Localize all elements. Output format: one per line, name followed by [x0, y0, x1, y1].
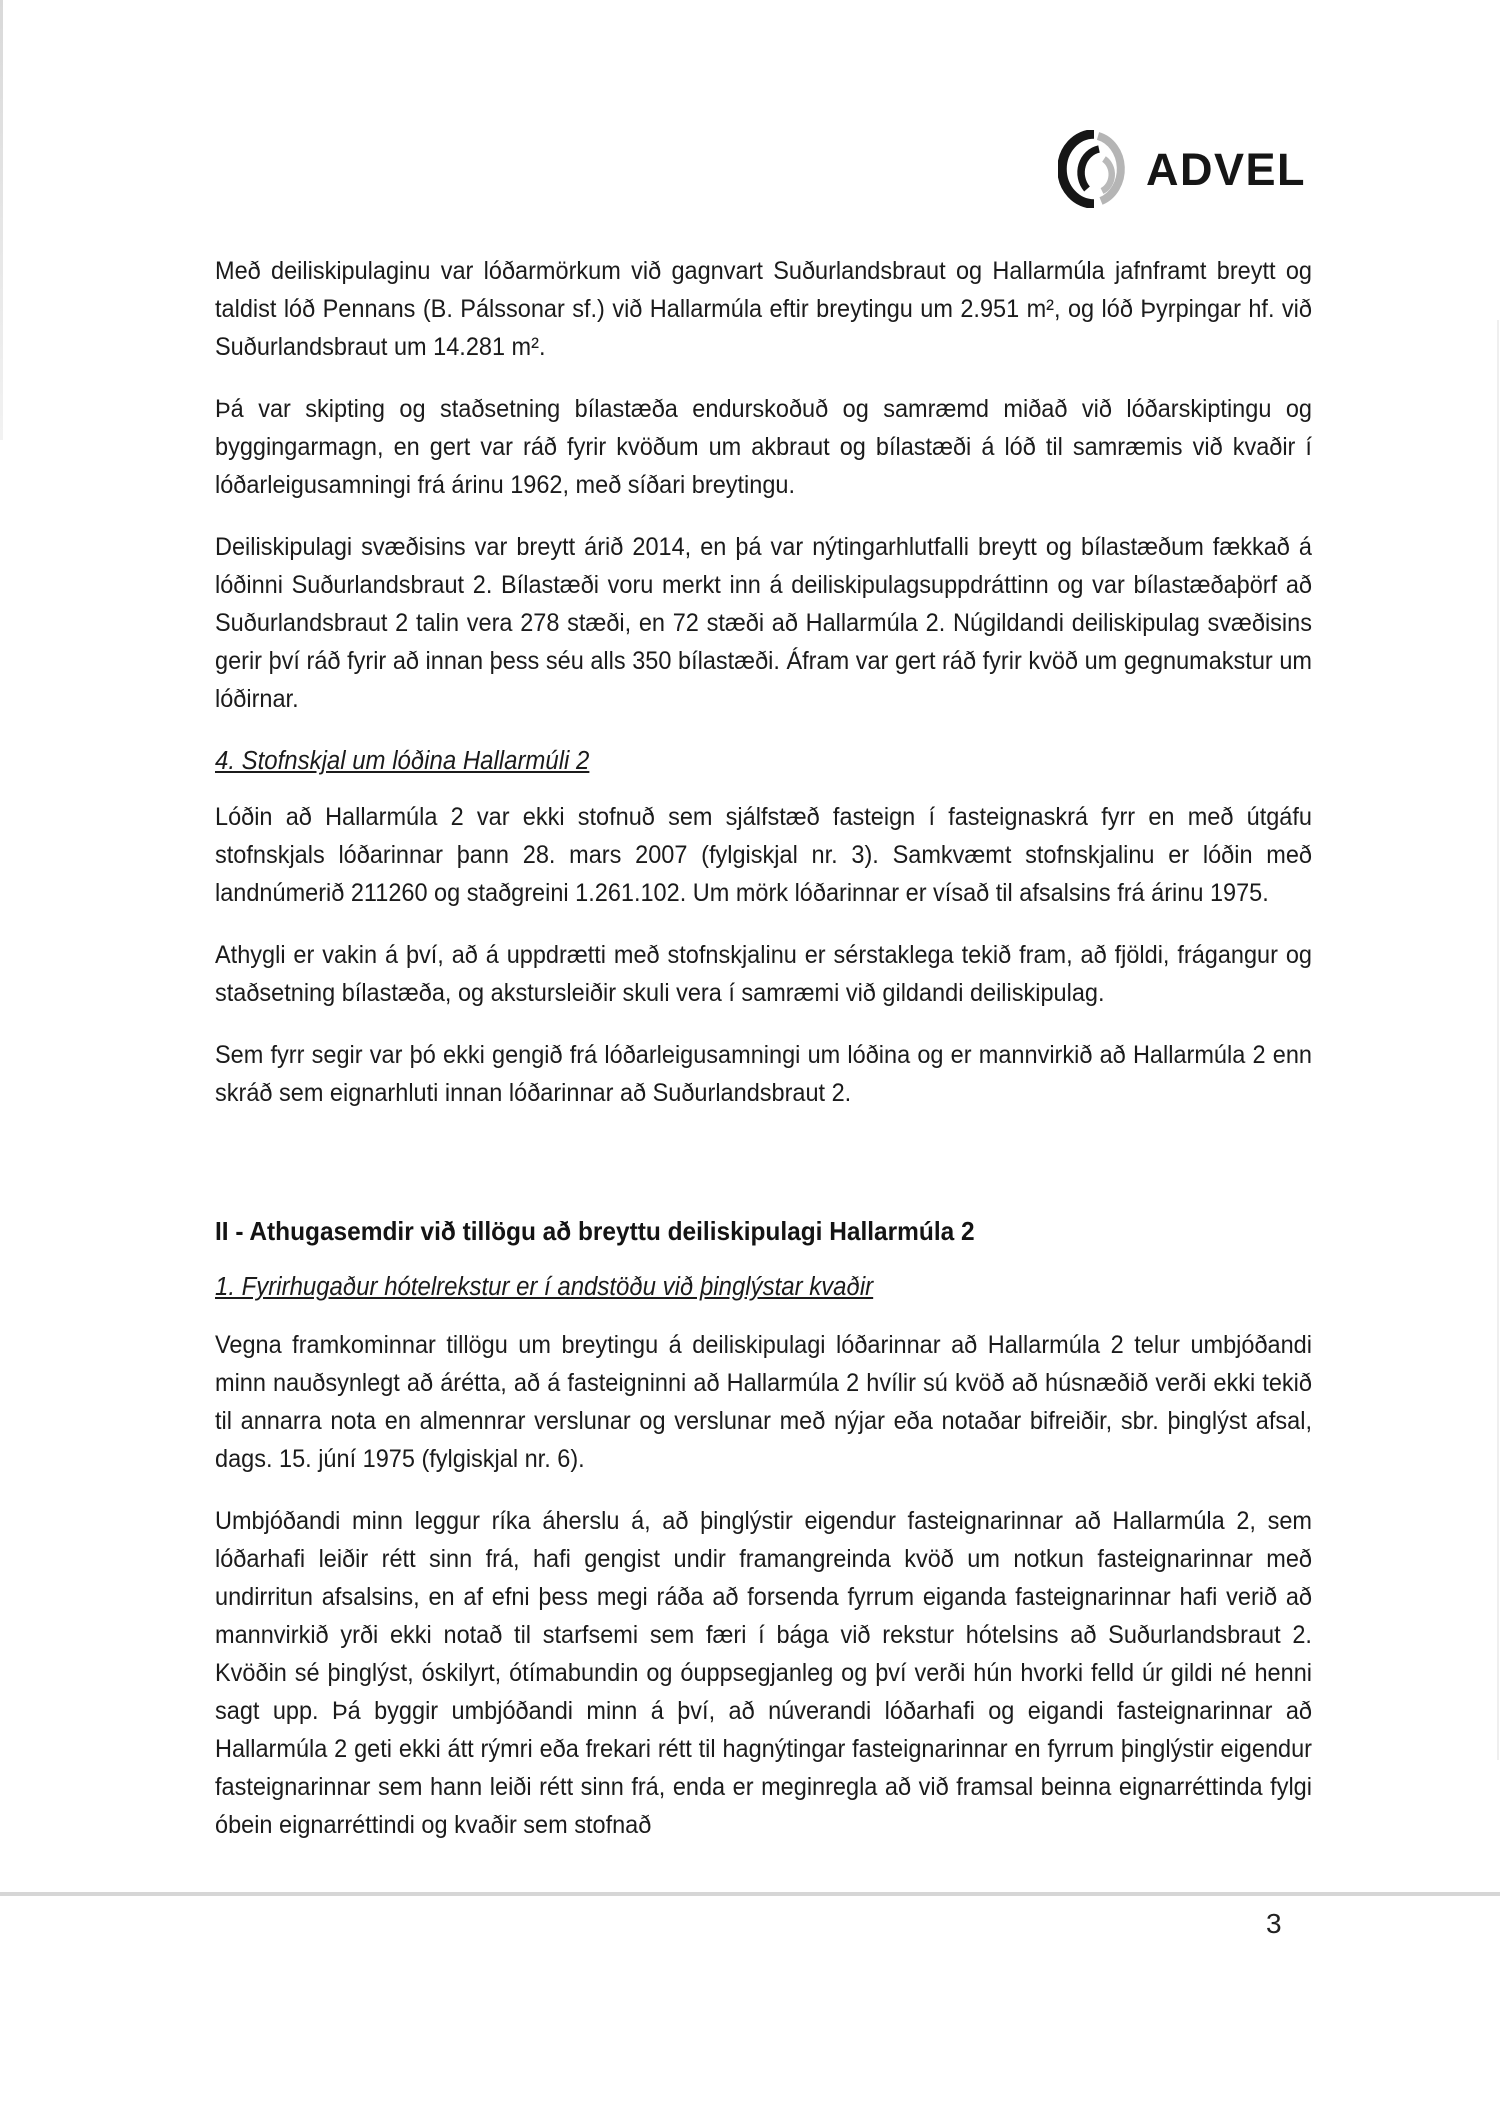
logo-text: ADVEL: [1146, 143, 1307, 195]
heading-section-4: 4. Stofnskjal um lóðina Hallarmúli 2: [215, 747, 590, 775]
paragraph-covenant-emphasis: Umbjóðandi minn leggur ríka áherslu á, að þinglýstir eigendur fasteignarinnar að Hallarmúla 2, sem lóðarhafi leiðir rétt sinn frá, hafi gengist undir framangreinda kvöð um notkun fasteignarinnar með undirritun afsalsins, en af efni þess megi ráða að forsenda fyrrum eiganda fasteignarinnar hafi verið að mannvirkið yrði ekki notað til starfsemi sem færi í bága við rekstur hótelsins að Suðurlandsbraut 2. Kvöðin sé þinglýst, óskilyrt, ótímabundin og óuppsegjanleg og því verði hún hvorki felld úr gildi né henni sagt upp. Þá byggir umbjóðandi minn á því, að núverandi lóðarhafi og eigandi fasteignarinnar að Hallarmúla 2 geti ekki átt rýmri eða frekari rétt til hagnýtingar fasteignarinnar en fyrrum þinglýstir eigendur fasteignarinnar sem hann leiði rétt sinn frá, enda er meginregla að við framsal beinna eignarréttinda fylgi óbein eignarréttindi og kvaðir sem stofnað: [215, 1507, 1312, 1839]
paragraph-hotel-objection: Vegna framkominnar tillögu um breytingu á deiliskipulagi lóðarinnar að Hallarmúla 2 telur umbjóðandi minn nauðsynlegt að árétta, að á fasteigninni að Hallarmúla 2 hvílir sú kvöð að húsnæðið verði ekki tekið til annarra nota en almennrar verslunar og verslunar með nýjar eða notaðar bifreiðir, sbr. þinglýst afsal, dags. 15. júní 1975 (fylgiskjal nr. 6).: [215, 1331, 1312, 1473]
scan-artifact-right-edge: [1497, 320, 1499, 1760]
paragraph-founding-document: Lóðin að Hallarmúla 2 var ekki stofnuð sem sjálfstæð fasteign í fasteignaskrá fyrr en með útgáfu stofnskjals lóðarinnar þann 28. mars 2007 (fylgiskjal nr. 3). Samkvæmt stofnskjalinu er lóðin með landnúmerið 211260 og staðgreini 1.261.102. Um mörk lóðarinnar er vísað til afsalsins frá árinu 1975.: [215, 803, 1312, 907]
scan-artifact-left-edge: [0, 0, 3, 440]
advel-arcs-icon: [1058, 130, 1128, 208]
heading-subsection-1: 1. Fyrirhugaður hótelrekstur er í andstöðu við þinglýstar kvaðir: [215, 1273, 874, 1301]
footer-divider-line: [0, 1892, 1500, 1896]
paragraph-no-lease: Sem fyrr segir var þó ekki gengið frá lóðarleigusamningi um lóðina og er mannvirkið að Hallarmúla 2 enn skráð sem eignarhluti innan lóðarinnar að Suðurlandsbraut 2.: [215, 1041, 1312, 1107]
advel-logo: [1058, 130, 1306, 208]
heading-section-ii: II - Athugasemdir við tillögu að breyttu deiliskipulagi Hallarmúla 2: [215, 1216, 975, 1246]
paragraph-attention-note: Athygli er vakin á því, að á uppdrætti með stofnskjalinu er sérstaklega tekið fram, að fjöldi, frágangur og staðsetning bílastæða, og akstursleiðir skuli vera í samræmi við gildandi deiliskipulag.: [215, 941, 1312, 1007]
paragraph-plan-2014: Deiliskipulagi svæðisins var breytt árið 2014, en þá var nýtingarhlutfalli breytt og bílastæðum fækkað á lóðinni Suðurlandsbraut 2. Bílastæði voru merkt inn á deiliskipulagsuppdráttinn og var bílastæðaþörf að Suðurlandsbraut 2 talin vera 278 stæði, en 72 stæði að Hallarmúla 2. Núgildandi deiliskipulag svæðisins gerir því ráð fyrir að innan þess séu alls 350 bílastæði. Áfram var gert ráð fyrir kvöð um gegnumakstur um lóðirnar.: [215, 533, 1312, 713]
document-body: [215, 252, 1312, 1868]
paragraph-parking-revision: Þá var skipting og staðsetning bílastæða endurskoðuð og samræmd miðað við lóðarskiptingu og byggingarmagn, en gert var ráð fyrir kvöðum um akbraut og bílastæði á lóð til samræmis við kvaðir í lóðarleigusamningi frá árinu 1962, með síðari breytingu.: [215, 395, 1312, 499]
paragraph-lot-boundaries: Með deiliskipulaginu var lóðarmörkum við gagnvart Suðurlandsbraut og Hallarmúla jafnframt breytt og taldist lóð Pennans (B. Pálssonar sf.) við Hallarmúla eftir breytingu um 2.951 m², og lóð Þyrpingar hf. við Suðurlandsbraut um 14.281 m².: [215, 257, 1312, 361]
page-number: 3: [1266, 1908, 1282, 1939]
